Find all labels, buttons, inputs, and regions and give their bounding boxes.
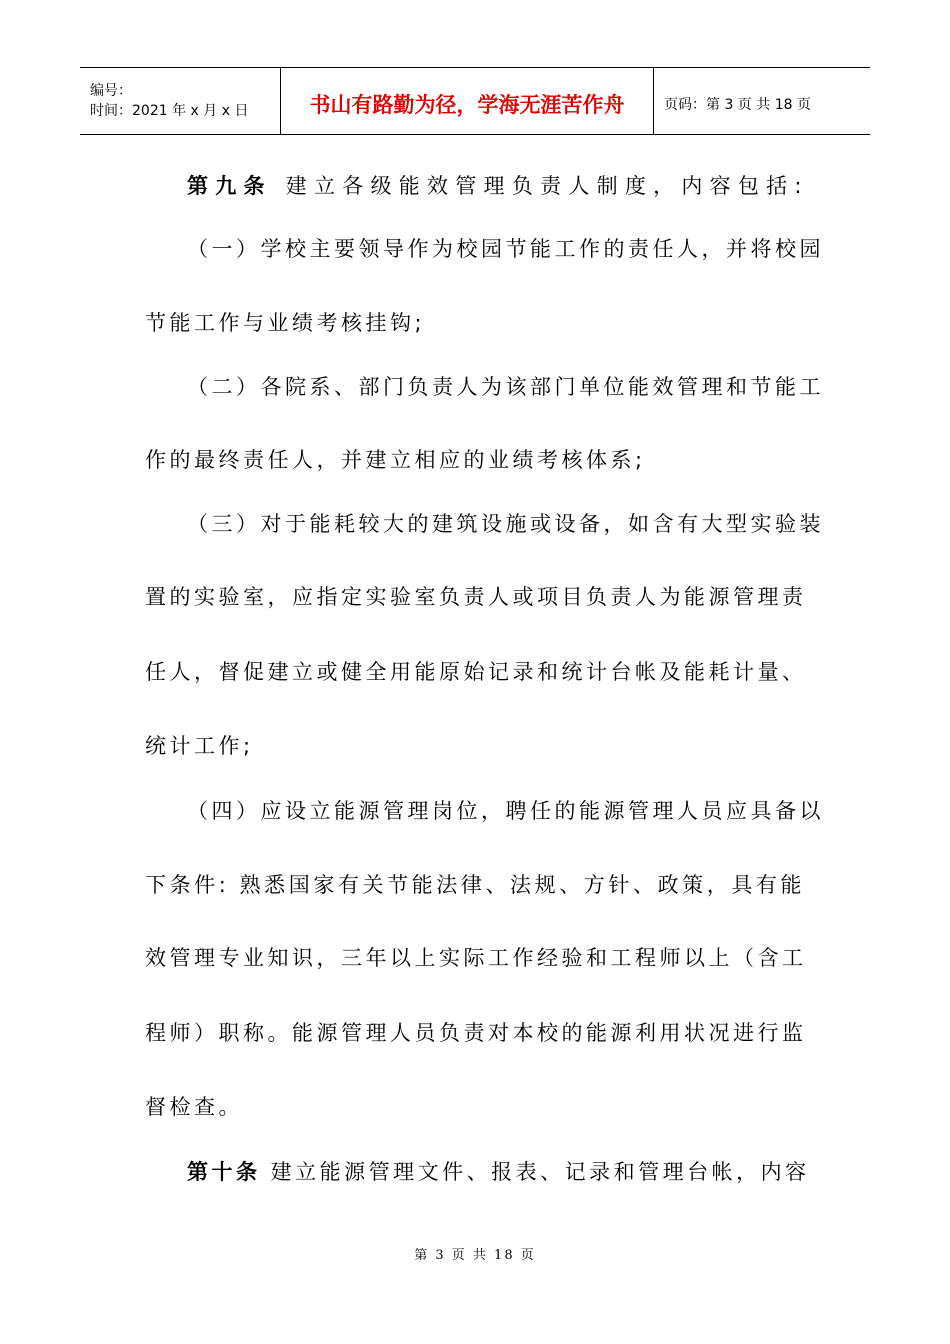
article-heading-10: 第十条 [187,1160,261,1184]
paragraph-line: 节能工作与业绩考核挂钩; [145,311,426,335]
paragraph-line: （一）学校主要领导作为校园节能工作的责任人，并将校园 [187,237,824,261]
paragraph-line: 第九条 建立各级能效管理负责人制度，内容包括: [187,174,806,198]
paragraph-line: 第十条 建立能源管理文件、报表、记录和管理台帐，内容 [187,1160,810,1184]
paragraph-line: 督检查。 [145,1095,243,1119]
paragraph-line: 置的实验室，应指定实验室负责人或项目负责人为能源管理责 [145,585,807,609]
paragraph-line: 作的最终责任人，并建立相应的业绩考核体系; [145,448,646,472]
header-motto: 书山有路勤为径，学海无涯苦作舟 [309,93,625,117]
header-page-number: 页码：第 3 页 共 18 页 [664,97,811,113]
paragraph-line: （三）对于能耗较大的建筑设施或设备，如含有大型实验装 [187,512,824,536]
paragraph-line: （四）应设立能源管理岗位，聘任的能源管理人员应具备以 [187,799,824,823]
header-page-cell [654,68,870,134]
header-meta-cell [80,68,281,134]
paragraph-line: 效管理专业知识，三年以上实际工作经验和工程师以上（含工 [145,946,807,970]
paragraph-line: 程师）职称。能源管理人员负责对本校的能源利用状况进行监 [145,1021,807,1045]
paragraph-line: （二）各院系、部门负责人为该部门单位能效管理和节能工 [187,375,824,399]
document-header [80,67,870,135]
page-footer: 第 3 页 共 18 页 [414,1248,536,1263]
paragraph-line: 下条件: 熟悉国家有关节能法律、法规、方针、政策，具有能 [145,873,805,897]
article-heading-9: 第九条 [187,174,272,198]
document-number-label: 编号： [90,83,132,99]
document-date-label: 时间：2021 年 x 月 x 日 [90,103,249,119]
paragraph-line: 任人，督促建立或健全用能原始记录和统计台帐及能耗计量、 [145,660,807,684]
paragraph-line: 统计工作; [145,734,254,758]
header-motto-cell [281,68,654,134]
